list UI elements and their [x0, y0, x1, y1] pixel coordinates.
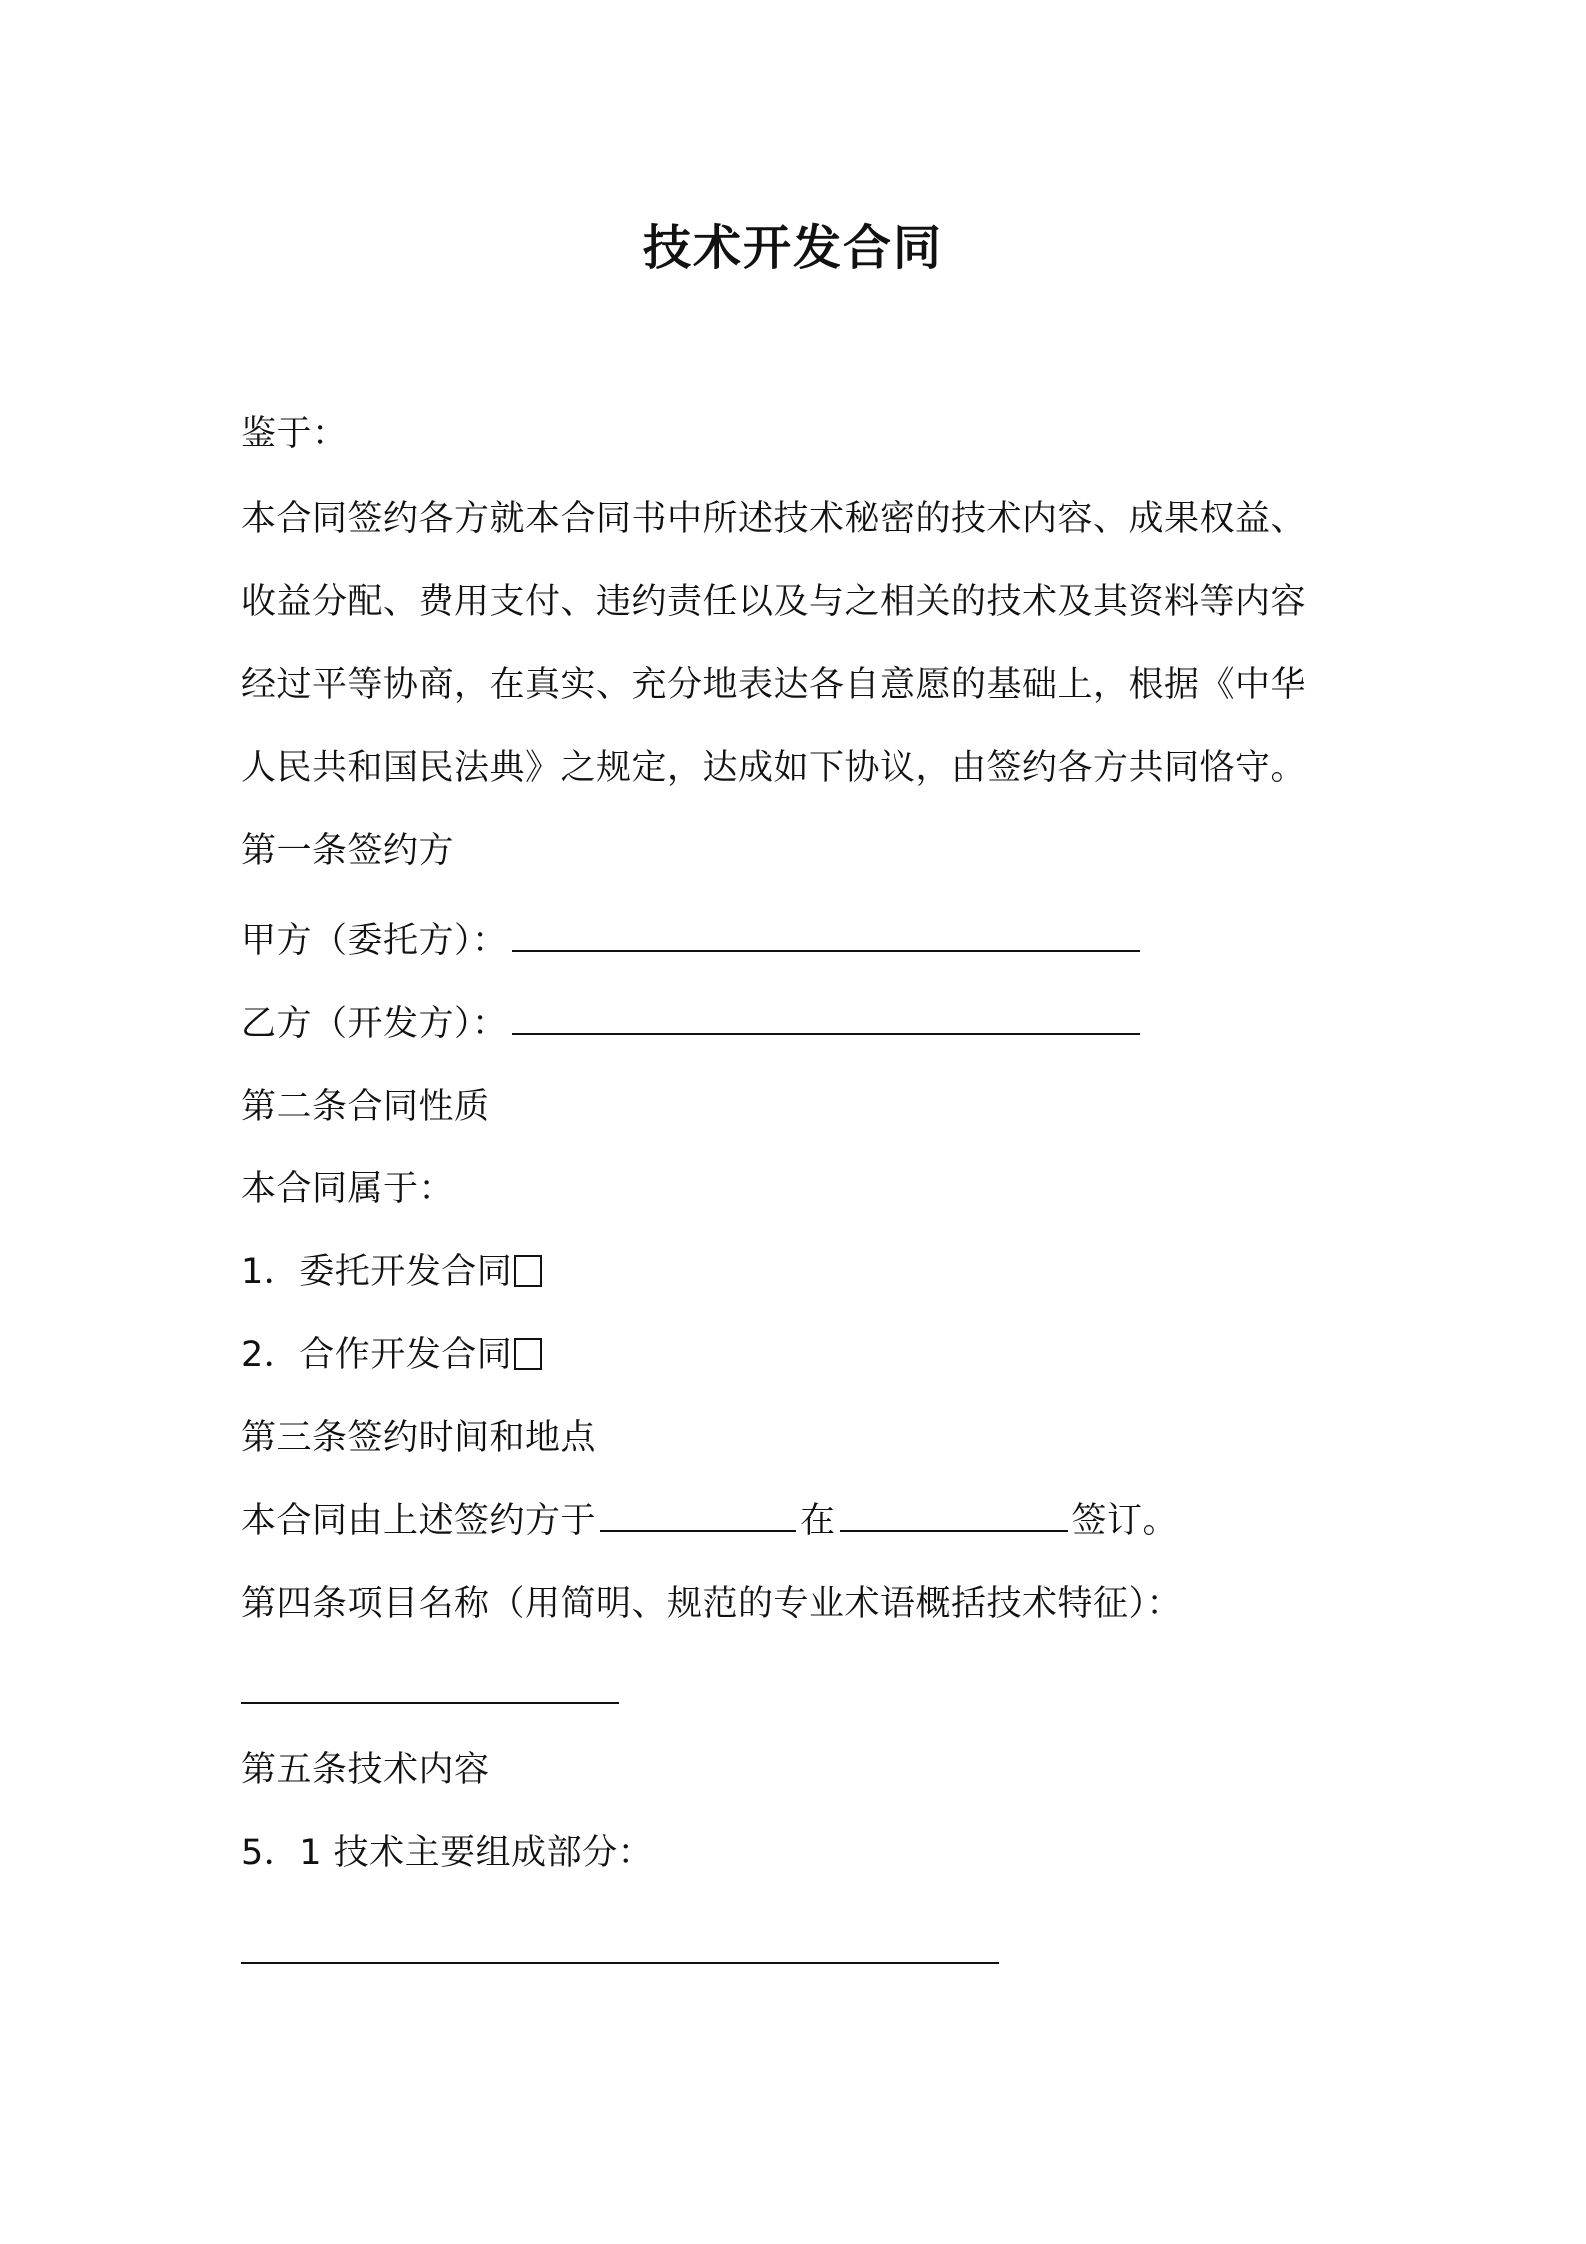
- tech-components-row: [241, 1931, 1003, 1975]
- preamble-heading: 鉴于：: [241, 414, 348, 454]
- article4-heading: 第四条项目名称（用简明、规范的专业术语概括技术特征）：: [241, 1584, 1183, 1624]
- signing-text-middle: 在: [800, 1501, 836, 1541]
- article1-heading: 第一条签约方: [241, 831, 455, 871]
- option1-row: [241, 1250, 542, 1294]
- option2-label: 2．合作开发合同: [241, 1335, 513, 1375]
- party-a-row: [241, 919, 1144, 963]
- article2-heading: 第二条合同性质: [241, 1087, 490, 1127]
- article3-heading: 第三条签约时间和地点: [241, 1418, 597, 1458]
- article5-item1: 5．1 技术主要组成部分：: [241, 1833, 654, 1873]
- option2-checkbox[interactable]: [514, 1338, 542, 1370]
- party-a-label: 甲方（委托方）：: [241, 921, 508, 961]
- preamble-line-2: 收益分配、费用支付、违约责任以及与之相关的技术及其资料等内容: [241, 582, 1307, 622]
- party-b-row: [241, 1002, 1144, 1046]
- project-name-blank[interactable]: [241, 1672, 619, 1704]
- option2-row: [241, 1333, 542, 1377]
- option1-checkbox[interactable]: [514, 1255, 542, 1287]
- article2-intro: 本合同属于：: [241, 1169, 455, 1209]
- document-title: 技术开发合同: [642, 220, 943, 276]
- signing-text-after: 签订。: [1071, 1501, 1179, 1541]
- signing-text-before: 本合同由上述签约方于: [241, 1501, 597, 1541]
- signing-place-blank[interactable]: [840, 1500, 1068, 1532]
- preamble-line-4: 人民共和国民法典》之规定，达成如下协议，由签约各方共同恪守。: [241, 748, 1307, 788]
- preamble-line-1: 本合同签约各方就本合同书中所述技术秘密的技术内容、成果权益、: [241, 499, 1307, 539]
- preamble-line-3: 经过平等协商，在真实、充分地表达各自意愿的基础上，根据《中华: [241, 665, 1307, 705]
- option1-label: 1．委托开发合同: [241, 1252, 513, 1292]
- party-b-label: 乙方（开发方）：: [241, 1004, 508, 1044]
- article5-heading: 第五条技术内容: [241, 1750, 490, 1790]
- signing-date-blank[interactable]: [600, 1500, 796, 1532]
- signing-time-place-row: [241, 1499, 1178, 1543]
- party-b-blank[interactable]: [512, 1003, 1140, 1035]
- project-name-row: [241, 1671, 623, 1715]
- tech-components-blank[interactable]: [241, 1932, 999, 1964]
- party-a-blank[interactable]: [512, 920, 1140, 952]
